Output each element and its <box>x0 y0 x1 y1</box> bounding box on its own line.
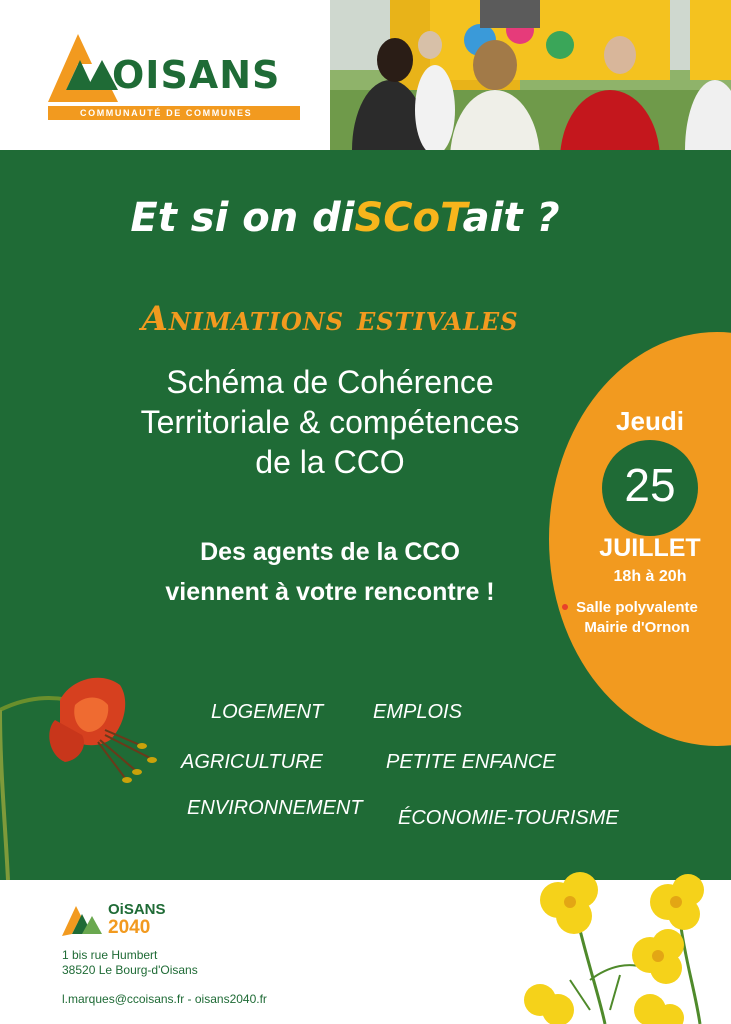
header <box>0 0 731 150</box>
headline-start: Et si on di <box>130 195 355 241</box>
theme-petite-enfance: PETITE ENFANCE <box>386 751 556 773</box>
main-panel <box>0 150 731 880</box>
logo-wordmark: OISANS <box>112 53 281 97</box>
event-venue <box>562 598 712 638</box>
event-photo <box>330 0 731 150</box>
footer-logo-line2: 2040 <box>108 917 151 938</box>
address-line: 38520 Le Bourg-d'Oisans <box>62 963 198 977</box>
event-time: 18h à 20h <box>613 568 687 585</box>
agents-line: viennent à votre rencontre ! <box>165 578 495 606</box>
headline <box>0 195 690 241</box>
red-lily-flower-icon <box>0 650 180 880</box>
yellow-buttercup-flowers-icon <box>500 850 731 1024</box>
venue-line: Mairie d'Ornon <box>584 619 690 636</box>
schema-line: Schéma de Cohérence <box>166 364 494 400</box>
venue-line: Salle polyvalente <box>576 599 698 616</box>
schema-line: de la CCO <box>255 444 405 480</box>
event-date: 25 <box>624 459 676 511</box>
agents-line: Des agents de la CCO <box>200 538 460 566</box>
schema-text <box>60 362 600 482</box>
footer <box>0 880 731 1024</box>
contact-info: l.marques@ccoisans.fr - oisans2040.fr <box>62 992 267 1006</box>
event-month: JUILLET <box>599 534 701 562</box>
theme-environnement: ENVIRONNEMENT <box>187 797 363 819</box>
theme-logement: LOGEMENT <box>211 701 324 723</box>
address-line: 1 bis rue Humbert <box>62 948 158 962</box>
address <box>62 948 198 978</box>
logo-tagline: COMMUNAUTÉ DE COMMUNES <box>80 108 253 118</box>
theme-agriculture: AGRICULTURE <box>181 751 323 773</box>
event-day: Jeudi <box>616 406 684 436</box>
headline-end: ait ? <box>462 195 560 241</box>
mountain-logo-icon <box>60 900 104 940</box>
animations-title: Animations estivales <box>141 299 519 339</box>
footer-logo-line1: OiSANS <box>108 901 166 918</box>
oisans-2040-logo <box>60 900 170 944</box>
oisans-logo <box>42 30 304 126</box>
theme-economie-tourisme: ÉCONOMIE-TOURISME <box>398 807 619 829</box>
agents-text <box>60 532 600 612</box>
event-date-circle <box>602 440 698 536</box>
headline-accent: SCoT <box>354 195 463 241</box>
theme-emplois: EMPLOIS <box>373 701 462 723</box>
schema-line: Territoriale & compétences <box>140 404 520 440</box>
